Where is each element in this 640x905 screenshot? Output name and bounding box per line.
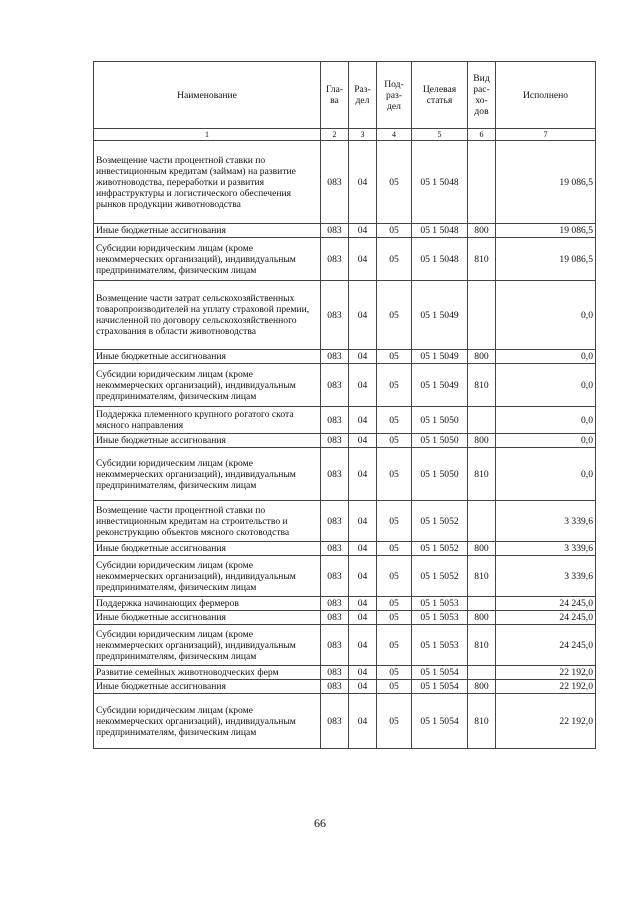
row-name: Иные бюджетные ассигнования [94,611,321,625]
row-podrazdel: 05 [377,597,412,611]
row-target-article: 05 1 5049 [412,364,468,407]
row-amount: 0,0 [496,281,596,350]
header-ispolneno: Исполнено [496,62,596,129]
row-target-article: 05 1 5053 [412,611,468,625]
row-amount: 24 245,0 [496,625,596,666]
table-row [94,625,596,666]
row-podrazdel: 05 [377,238,412,281]
row-razdel: 04 [349,141,377,224]
row-amount: 19 086,5 [496,238,596,281]
row-amount: 24 245,0 [496,597,596,611]
row-target-article: 05 1 5050 [412,434,468,448]
row-podrazdel: 05 [377,224,412,238]
row-amount: 3 339,6 [496,542,596,556]
budget-table [93,61,596,749]
row-amount: 0,0 [496,448,596,501]
row-amount: 3 339,6 [496,501,596,542]
header-podrazdel: Под- раз- дел [377,62,412,129]
row-target-article: 05 1 5049 [412,350,468,364]
row-target-article: 05 1 5052 [412,501,468,542]
header-celevaya-statya: Целевая статья [412,62,468,129]
column-number: 2 [321,129,349,141]
row-vid-rashodov: 800 [468,611,496,625]
row-name: Возмещение части процентной ставки по инвестиционным кредитам на строительство и реконструкцию объектов мясного скотоводства [94,501,321,542]
row-podrazdel: 05 [377,680,412,694]
row-target-article: 05 1 5049 [412,281,468,350]
row-glava: 083 [321,680,349,694]
header-razdel: Раз- дел [349,62,377,129]
row-glava: 083 [321,542,349,556]
row-amount: 0,0 [496,434,596,448]
table-row [94,141,596,224]
row-amount: 0,0 [496,364,596,407]
row-name: Иные бюджетные ассигнования [94,350,321,364]
row-razdel: 04 [349,434,377,448]
row-vid-rashodov [468,501,496,542]
row-vid-rashodov [468,597,496,611]
row-podrazdel: 05 [377,434,412,448]
row-name: Субсидии юридическим лицам (кроме некоммерческих организаций), индивидуальным предпринимателям, физическим лицам [94,556,321,597]
table-row [94,434,596,448]
table-row [94,556,596,597]
row-name: Возмещение части затрат сельскохозяйственных товаропроизводителей на уплату страховой премии, начисленной по договору сельскохозяйственного страхования в области животноводства [94,281,321,350]
row-vid-rashodov [468,141,496,224]
row-vid-rashodov: 810 [468,238,496,281]
row-vid-rashodov [468,666,496,680]
row-vid-rashodov: 800 [468,434,496,448]
row-podrazdel: 05 [377,350,412,364]
header-glava: Гла- ва [321,62,349,129]
row-target-article: 05 1 5052 [412,556,468,597]
row-podrazdel: 05 [377,666,412,680]
row-glava: 083 [321,501,349,542]
row-vid-rashodov: 810 [468,694,496,749]
table-row [94,281,596,350]
row-razdel: 04 [349,407,377,434]
row-glava: 083 [321,407,349,434]
row-amount: 19 086,5 [496,141,596,224]
row-razdel: 04 [349,238,377,281]
table-row [94,350,596,364]
row-podrazdel: 05 [377,407,412,434]
header-name: Наименование [94,62,321,129]
table-row [94,597,596,611]
row-glava: 083 [321,238,349,281]
row-glava: 083 [321,434,349,448]
row-glava: 083 [321,224,349,238]
row-podrazdel: 05 [377,625,412,666]
row-vid-rashodov [468,407,496,434]
header-vid-rashodov: Вид рас- хо- дов [468,62,496,129]
row-amount: 22 192,0 [496,694,596,749]
row-glava: 083 [321,694,349,749]
row-vid-rashodov: 810 [468,364,496,407]
row-target-article: 05 1 5054 [412,680,468,694]
row-podrazdel: 05 [377,141,412,224]
row-razdel: 04 [349,666,377,680]
column-number: 7 [496,129,596,141]
row-glava: 083 [321,666,349,680]
row-target-article: 05 1 5053 [412,597,468,611]
row-amount: 22 192,0 [496,666,596,680]
row-glava: 083 [321,141,349,224]
row-glava: 083 [321,611,349,625]
row-name: Иные бюджетные ассигнования [94,542,321,556]
row-name: Развитие семейных животноводческих ферм [94,666,321,680]
table-row [94,364,596,407]
row-razdel: 04 [349,625,377,666]
table-row [94,407,596,434]
row-amount: 0,0 [496,350,596,364]
row-vid-rashodov: 800 [468,680,496,694]
column-number: 5 [412,129,468,141]
row-amount: 19 086,5 [496,224,596,238]
row-name: Субсидии юридическим лицам (кроме некоммерческих организаций), индивидуальным предпринимателям, физическим лицам [94,364,321,407]
row-razdel: 04 [349,542,377,556]
row-podrazdel: 05 [377,611,412,625]
row-vid-rashodov: 810 [468,448,496,501]
row-podrazdel: 05 [377,694,412,749]
row-name: Иные бюджетные ассигнования [94,680,321,694]
row-glava: 083 [321,556,349,597]
table-row [94,611,596,625]
row-name: Субсидии юридическим лицам (кроме некоммерческих организаций), индивидуальным предпринимателям, физическим лицам [94,448,321,501]
row-name: Субсидии юридическим лицам (кроме некоммерческих организаций), индивидуальным предпринимателям, физическим лицам [94,238,321,281]
row-glava: 083 [321,625,349,666]
row-target-article: 05 1 5048 [412,141,468,224]
row-amount: 24 245,0 [496,611,596,625]
row-razdel: 04 [349,611,377,625]
row-razdel: 04 [349,694,377,749]
row-glava: 083 [321,448,349,501]
row-amount: 3 339,6 [496,556,596,597]
row-razdel: 04 [349,680,377,694]
table-row [94,501,596,542]
row-podrazdel: 05 [377,556,412,597]
row-target-article: 05 1 5048 [412,238,468,281]
row-glava: 083 [321,281,349,350]
row-name: Поддержка начинающих фермеров [94,597,321,611]
row-name: Поддержка племенного крупного рогатого скота мясного направления [94,407,321,434]
table-row [94,238,596,281]
row-vid-rashodov [468,281,496,350]
row-razdel: 04 [349,281,377,350]
row-amount: 0,0 [496,407,596,434]
table-row [94,542,596,556]
row-name: Субсидии юридическим лицам (кроме некоммерческих организаций), индивидуальным предпринимателям, физическим лицам [94,694,321,749]
row-amount: 22 192,0 [496,680,596,694]
row-name: Иные бюджетные ассигнования [94,434,321,448]
row-razdel: 04 [349,448,377,501]
row-vid-rashodov: 800 [468,542,496,556]
row-razdel: 04 [349,501,377,542]
row-glava: 083 [321,364,349,407]
column-number: 4 [377,129,412,141]
row-name: Субсидии юридическим лицам (кроме некоммерческих организаций), индивидуальным предпринимателям, физическим лицам [94,625,321,666]
row-vid-rashodov: 800 [468,350,496,364]
column-number-row [94,129,596,141]
row-vid-rashodov: 810 [468,556,496,597]
row-target-article: 05 1 5048 [412,224,468,238]
table-row [94,224,596,238]
row-razdel: 04 [349,364,377,407]
row-name: Возмещение части процентной ставки по инвестиционным кредитам (займам) на развитие животноводства, переработки и развития инфраструктуры и логистического обеспечения рынков продукции животноводства [94,141,321,224]
column-number: 6 [468,129,496,141]
row-target-article: 05 1 5050 [412,448,468,501]
row-podrazdel: 05 [377,448,412,501]
row-glava: 083 [321,597,349,611]
table-header [94,62,596,141]
table-row [94,666,596,680]
row-podrazdel: 05 [377,364,412,407]
table-row [94,680,596,694]
table-row [94,448,596,501]
row-vid-rashodov: 800 [468,224,496,238]
page-number: 66 [314,816,326,830]
column-number: 3 [349,129,377,141]
row-vid-rashodov: 810 [468,625,496,666]
row-target-article: 05 1 5052 [412,542,468,556]
row-razdel: 04 [349,350,377,364]
row-target-article: 05 1 5050 [412,407,468,434]
row-podrazdel: 05 [377,542,412,556]
row-razdel: 04 [349,224,377,238]
row-razdel: 04 [349,597,377,611]
row-target-article: 05 1 5054 [412,666,468,680]
column-number: 1 [94,129,321,141]
row-podrazdel: 05 [377,501,412,542]
row-target-article: 05 1 5054 [412,694,468,749]
row-razdel: 04 [349,556,377,597]
row-name: Иные бюджетные ассигнования [94,224,321,238]
table-row [94,694,596,749]
header-row [94,62,596,129]
row-glava: 083 [321,350,349,364]
row-target-article: 05 1 5053 [412,625,468,666]
table-body [94,141,596,749]
row-podrazdel: 05 [377,281,412,350]
